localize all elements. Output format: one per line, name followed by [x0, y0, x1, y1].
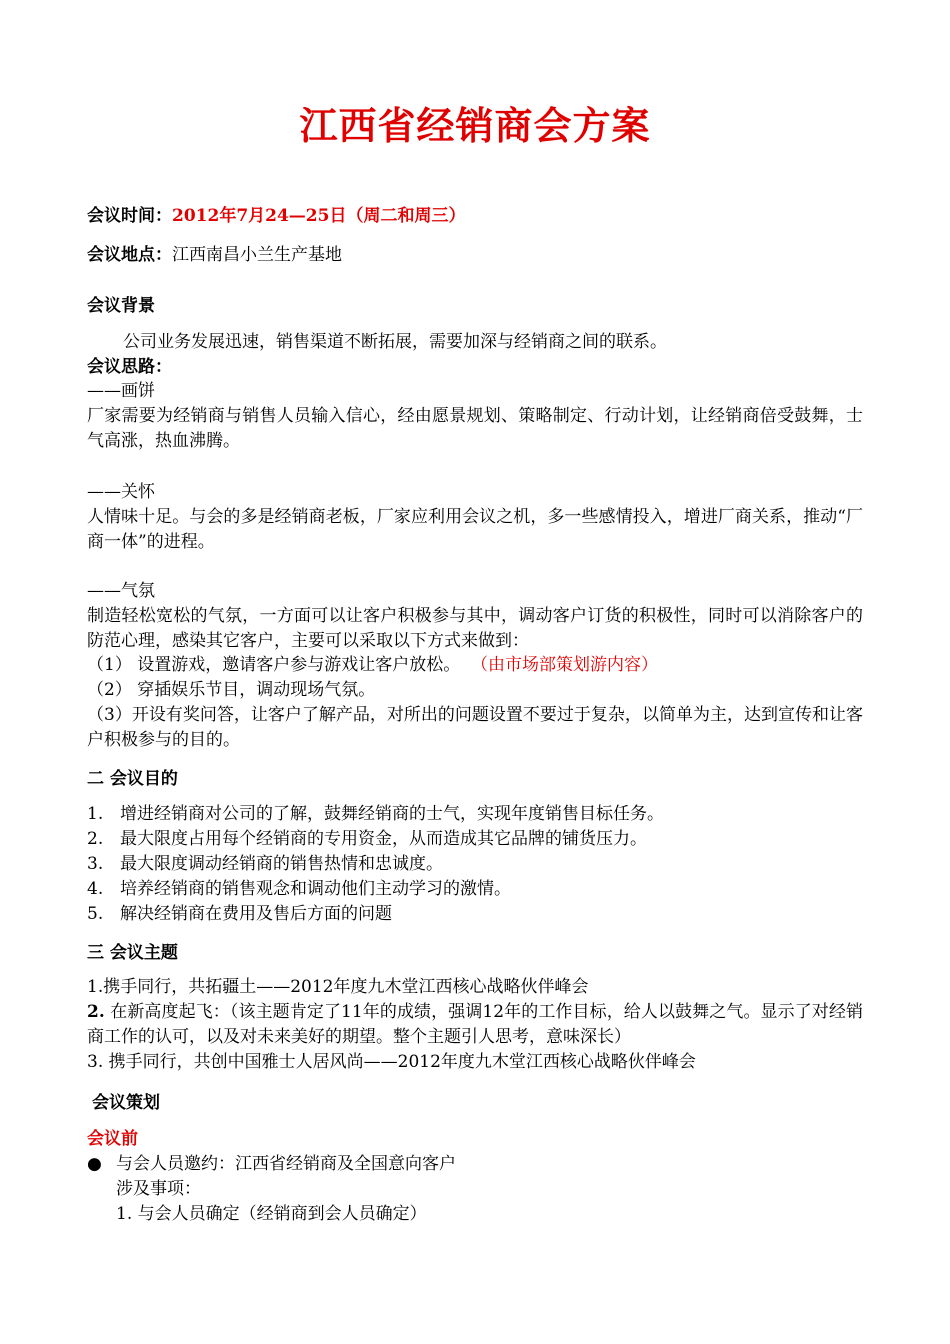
idea-item-2: [87, 678, 863, 703]
idea-item-1-num: （1）: [87, 655, 132, 675]
theme-item-2-num: 2.: [87, 1002, 105, 1022]
idea-item-1-text: 设置游戏，邀请客户参与游戏让客户放松。: [137, 655, 461, 675]
planning-sub-2: 1. 与会人员确定（经销商到会人员确定）: [116, 1204, 427, 1224]
idea-title-3: ——气氛: [87, 581, 155, 601]
purpose-item-1-num: 1.: [87, 804, 104, 824]
meeting-time-value: 2012年7月24—25日（周二和周三）: [172, 206, 466, 226]
idea-item-2-num: （2）: [87, 680, 132, 700]
planning-bullet-item: [87, 1152, 863, 1177]
purpose-item-4: [87, 877, 863, 902]
idea-text-3: 制造轻松宽松的气氛，一方面可以让客户积极参与其中，调动客户订货的积极性，同时可以消除客户的防范心理，感染其它客户，主要可以采取以下方式来做到：: [87, 606, 863, 651]
purpose-item-3: [87, 852, 863, 877]
idea-title-2: ——关怀: [87, 482, 155, 502]
idea-item-3-num: （3）: [87, 705, 132, 725]
planning-sub-1: 涉及事项：: [116, 1179, 201, 1199]
idea-text-2: 人情味十足。与会的多是经销商老板，厂家应利用会议之机，多一些感情投入，增进厂商关系，推动“厂商一体”的进程。: [87, 507, 863, 552]
purpose-item-5-text: 解决经销商在费用及售后方面的问题: [120, 904, 392, 924]
purpose-item-1-text: 增进经销商对公司的了解，鼓舞经销商的士气，实现年度销售目标任务。: [120, 804, 664, 824]
idea-title-1: ——画饼: [87, 381, 155, 401]
purpose-item-4-num: 4.: [87, 879, 104, 899]
theme-item-2: [87, 1000, 863, 1050]
document-title: 江西省经销商会方案: [299, 104, 651, 148]
purpose-item-5: [87, 902, 863, 927]
purpose-item-1: [87, 802, 863, 827]
planning-heading: 会议策划: [92, 1093, 160, 1113]
purpose-item-2: [87, 827, 863, 852]
background-heading: 会议背景: [87, 296, 155, 316]
theme-item-3: 3. 携手同行，共创中国雅士人居风尚——2012年度九木堂江西核心战略伙伴峰会: [87, 1052, 696, 1072]
idea-item-3-text: 开设有奖问答，让客户了解产品，对所出的问题设置不要过于复杂，以简单为主，达到宣传和让客户积极参与的目的。: [87, 705, 863, 750]
purpose-item-5-num: 5.: [87, 904, 104, 924]
background-text: 公司业务发展迅速，销售渠道不断拓展，需要加深与经销商之间的联系。: [123, 332, 667, 352]
purpose-item-2-text: 最大限度占用每个经销商的专用资金，从而造成其它品牌的铺货压力。: [120, 829, 647, 849]
purpose-heading: 二 会议目的: [87, 769, 178, 789]
purpose-item-3-text: 最大限度调动经销商的销售热情和忠诚度。: [120, 854, 443, 874]
meeting-time-label: 会议时间：: [87, 206, 172, 226]
theme-item-2-text: 在新高度起飞：（该主题肯定了11年的成绩，强调12年的工作目标，给人以鼓舞之气。显示了对经销商工作的认可，以及对未来美好的期望。整个主题引人思考，意味深长）: [87, 1002, 863, 1047]
purpose-item-2-num: 2.: [87, 829, 104, 849]
ideas-heading: 会议思路：: [87, 357, 172, 377]
idea-item-2-text: 穿插娱乐节目，调动现场气氛。: [137, 680, 376, 700]
idea-item-1-note: （由市场部策划游内容）: [471, 655, 659, 675]
idea-item-1: [87, 653, 863, 678]
meeting-place-label: 会议地点：: [87, 245, 172, 265]
idea-item-3: [87, 703, 863, 753]
purpose-item-4-text: 培养经销商的销售观念和调动他们主动学习的激情。: [120, 879, 511, 899]
bullet-icon: ●: [87, 1154, 102, 1174]
meeting-place-value: 江西南昌小兰生产基地: [172, 245, 342, 265]
purpose-item-3-num: 3.: [87, 854, 104, 874]
idea-text-1: 厂家需要为经销商与销售人员输入信心，经由愿景规划、策略制定、行动计划，让经销商倍受鼓舞，士气高涨，热血沸腾。: [87, 406, 863, 451]
theme-heading: 三 会议主题: [87, 943, 178, 963]
meeting-place: [87, 243, 863, 268]
meeting-time: [87, 204, 863, 229]
theme-item-1: 1.携手同行，共拓疆土——2012年度九木堂江西核心战略伙伴峰会: [87, 977, 589, 997]
planning-before: 会议前: [87, 1129, 138, 1149]
planning-bullet-text: 与会人员邀约：江西省经销商及全国意向客户: [116, 1154, 456, 1174]
